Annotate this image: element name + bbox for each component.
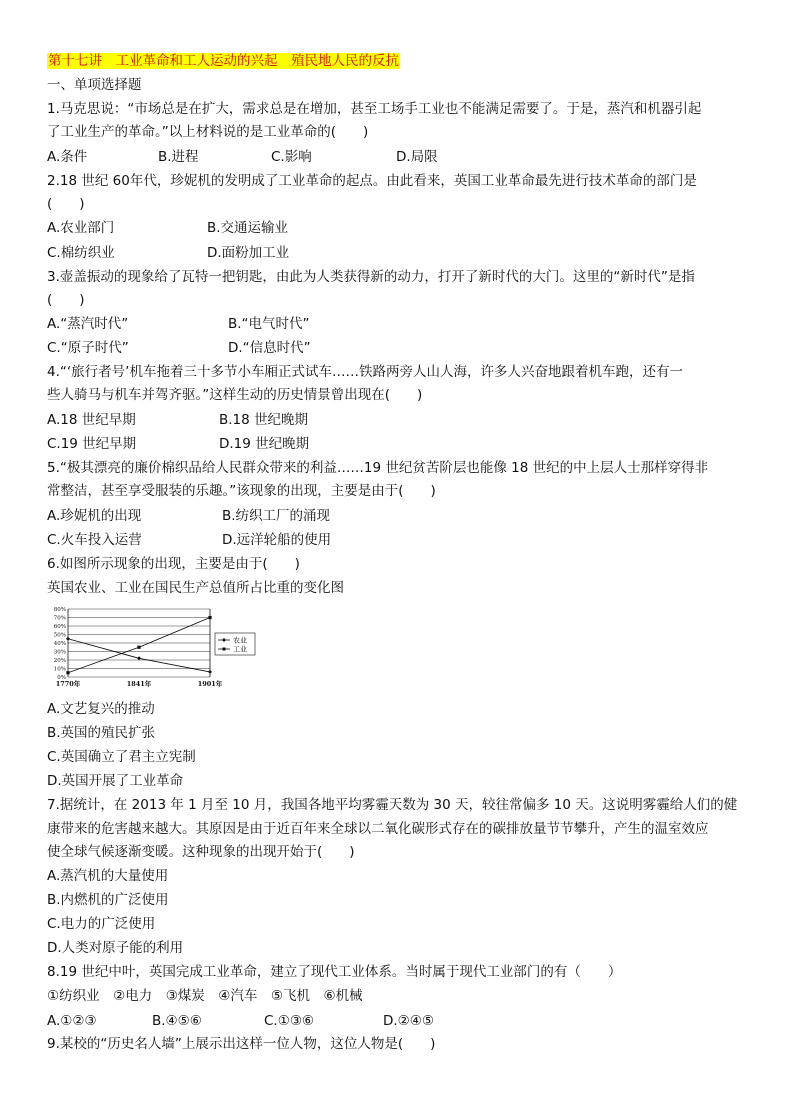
q2-line-2: ( ) bbox=[47, 196, 85, 212]
industry-point bbox=[137, 646, 140, 649]
y-tick-label: 80% bbox=[53, 607, 66, 613]
q2-option-d: D.面粉加工业 bbox=[207, 245, 290, 261]
q1-option-d: D.局限 bbox=[396, 149, 438, 165]
q1-option-a: A.条件 bbox=[47, 149, 88, 165]
x-tick-label: 1901年 bbox=[197, 680, 223, 688]
q3-line-2: ( ) bbox=[47, 292, 85, 308]
q8-option-d: D.②④⑤ bbox=[383, 1013, 434, 1029]
industry-point bbox=[66, 671, 69, 674]
q8-line-2: ①纺织业 ②电力 ③煤炭 ④汽车 ⑤飞机 ⑥机械 bbox=[47, 988, 363, 1004]
q6-option-b: B.英国的殖民扩张 bbox=[47, 725, 156, 741]
series-line-agriculture bbox=[68, 639, 210, 672]
agriculture-point bbox=[208, 670, 212, 674]
q5-line-2: 常整洁，甚至享受服装的乐趣。”该现象的出现，主要是由于( ) bbox=[47, 483, 436, 499]
q7-line-1: 7.据统计，在 2013 年 1 月至 10 月，我国各地平均雾霾天数为 30 天，较往常偏多 10 天。这说明雾霾给人们的健 bbox=[47, 797, 738, 813]
q7-option-c: C.电力的广泛使用 bbox=[47, 916, 156, 932]
q2-option-c: C.棉纺织业 bbox=[47, 245, 115, 261]
q2-line-1: 2.18 世纪 60年代，珍妮机的发明成了工业革命的起点。由此看来，英国工业革命最先进行技术革命的部门是 bbox=[47, 173, 697, 189]
q6-line-1: 6.如图所示现象的出现，主要是由于( ) bbox=[47, 556, 300, 572]
q2-option-a: A.农业部门 bbox=[47, 220, 115, 236]
q8-option-b: B.④⑤⑥ bbox=[152, 1013, 202, 1029]
q1-option-c: C.影响 bbox=[271, 149, 312, 165]
q8-line-1: 8.19 世纪中叶，英国完成工业革命，建立了现代工业体系。当时属于现代工业部门的有（ ） bbox=[47, 964, 622, 980]
q5-option-a: A.珍妮机的出现 bbox=[47, 508, 142, 524]
q7-option-a: A.蒸汽机的大量使用 bbox=[47, 868, 169, 884]
agriculture-point bbox=[66, 637, 70, 641]
q1-line-1: 1.马克思说：“市场总是在扩大，需求总是在增加，甚至工场手工业也不能满足需要了。于是，蒸汽和机器引起 bbox=[47, 101, 702, 117]
q5-option-b: B.纺织工厂的涌现 bbox=[222, 508, 331, 524]
q7-option-b: B.内燃机的广泛使用 bbox=[47, 892, 169, 908]
y-tick-label: 60% bbox=[53, 624, 66, 630]
q7-line-3: 使全球气候逐渐变暖。这种现象的出现开始于( ) bbox=[47, 844, 355, 860]
q3-option-a: A.“蒸汽时代” bbox=[47, 316, 129, 332]
q8-option-c: C.①③⑥ bbox=[264, 1013, 315, 1029]
section-heading: 一、单项选择题 bbox=[47, 77, 142, 93]
q7-option-d: D.人类对原子能的利用 bbox=[47, 940, 184, 956]
q3-option-b: B.“电气时代” bbox=[228, 316, 310, 332]
q4-line-2: 些人骑马与机车并驾齐驱。”这样生动的历史情景曾出现在( ) bbox=[47, 387, 423, 403]
q5-line-1: 5.“极其漂亮的廉价棉织品给人民群众带来的利益……19 世纪贫苦阶层也能像 18 世纪的中上层人士那样穿得非 bbox=[47, 460, 709, 476]
q4-option-d: D.19 世纪晚期 bbox=[219, 436, 310, 452]
q8-option-a: A.①②③ bbox=[47, 1013, 97, 1029]
y-tick-label: 50% bbox=[53, 632, 66, 639]
legend-label: 工业 bbox=[233, 645, 247, 654]
q6-option-a: A.文艺复兴的推动 bbox=[47, 701, 155, 717]
q3-option-d: D.“信息时代” bbox=[228, 340, 311, 356]
q1-line-2: 了工业生产的革命。”以上材料说的是工业革命的( ) bbox=[47, 124, 369, 140]
legend-marker bbox=[223, 648, 226, 651]
chart-svg bbox=[44, 603, 260, 693]
q6-option-c: C.英国确立了君主立宪制 bbox=[47, 749, 196, 765]
q3-line-1: 3.壶盖振动的现象给了瓦特一把钥匙，由此为人类获得新的动力，打开了新时代的大门。这里的“新时代”是指 bbox=[47, 269, 695, 285]
q4-option-a: A.18 世纪早期 bbox=[47, 412, 136, 428]
q4-option-b: B.18 世纪晚期 bbox=[219, 412, 309, 428]
line-chart bbox=[44, 603, 260, 693]
q9-line-1: 9.某校的“历史名人墙”上展示出这样一位人物，这位人物是( ) bbox=[47, 1036, 436, 1052]
y-tick-label: 10% bbox=[53, 666, 66, 673]
y-tick-label: 20% bbox=[53, 658, 66, 664]
y-tick-label: 30% bbox=[53, 649, 66, 656]
document-title bbox=[47, 52, 400, 70]
y-tick-label: 0% bbox=[57, 675, 66, 681]
x-tick-label: 1770年 bbox=[55, 680, 81, 688]
y-tick-label: 70% bbox=[53, 615, 66, 622]
title-highlight: 第十七讲 工业革命和工人运动的兴起 殖民地人民的反抗 bbox=[48, 53, 399, 69]
y-tick-label: 40% bbox=[53, 641, 66, 647]
q4-option-c: C.19 世纪早期 bbox=[47, 436, 137, 452]
chart-caption: 英国农业、工业在国民生产总值所占比重的变化图 bbox=[47, 580, 344, 596]
q5-option-c: C.火车投入运营 bbox=[47, 532, 142, 548]
q6-option-d: D.英国开展了工业革命 bbox=[47, 773, 184, 789]
q7-line-2: 康带来的危害越来越大。其原因是由于近百年来全球以二氧化碳形式存在的碳排放量节节攀升，产生的温室效应 bbox=[47, 821, 709, 837]
q5-option-d: D.远洋轮船的使用 bbox=[222, 532, 332, 548]
q2-option-b: B.交通运输业 bbox=[207, 220, 289, 236]
q3-option-c: C.“原子时代” bbox=[47, 340, 129, 356]
industry-point bbox=[208, 616, 211, 619]
q4-line-1: 4.“‘旅行者号’机车拖着三十多节小车厢正式试车……铁路两旁人山人海，许多人兴奋地跟着机车跑，还有一 bbox=[47, 364, 683, 380]
legend-label: 农业 bbox=[233, 636, 247, 645]
x-tick-label: 1841年 bbox=[126, 680, 152, 688]
q1-option-b: B.进程 bbox=[158, 149, 199, 165]
